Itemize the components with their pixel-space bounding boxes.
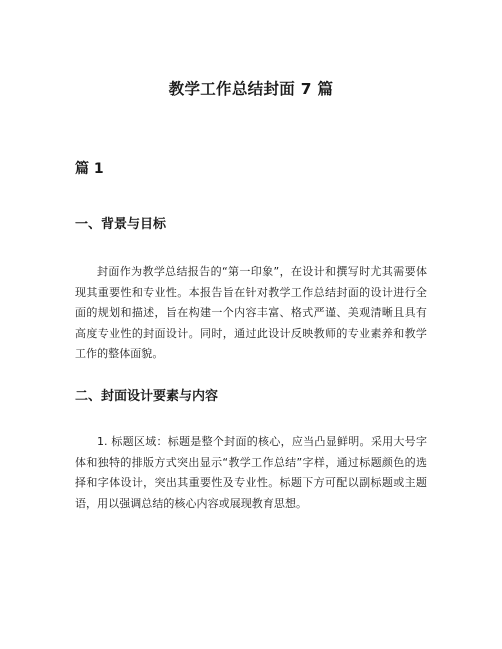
section-heading-design-elements: 二、封面设计要素与内容 [75, 389, 219, 404]
section-paragraph-background: 封面作为教学总结报告的“第一印象”，在设计和撰写时尤其需要体现其重要性和专业性。本报告旨在针对教学工作总结封面的设计进行全面的规划和描述，旨在构建一个内容丰富、格式严谨、美观清晰且具有高度专业性的封面设计。同时，通过此设计反映教师的专业素养和教学工作的整体面貌。 [75, 265, 427, 360]
section-heading-background: 一、背景与目标 [75, 217, 167, 232]
document-title: 教学工作总结封面 7 篇 [168, 80, 334, 98]
section-paragraph-design-elements: 1. 标题区域：标题是整个封面的核心，应当凸显鲜明。采用大号字体和独特的排版方式突出显示“教学工作总结”字样，通过标题颜色的选择和字体设计，突出其重要性及专业性。标题下方可配以副标题或主题语，用以强调总结的核心内容或展现教育思想。 [75, 435, 427, 510]
chapter-heading: 篇 1 [75, 161, 104, 177]
